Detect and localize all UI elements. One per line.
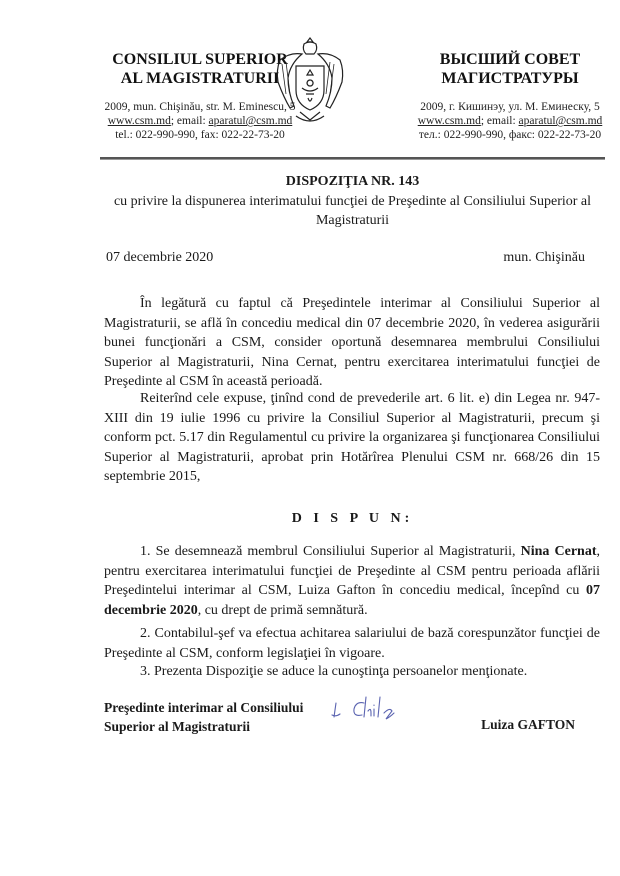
- institution-name-ru-line1: ВЫСШИЙ СОВЕТ: [439, 51, 581, 68]
- phone-fax-ru: тел.: 022-990-990, факс: 022-22-73-20: [418, 129, 602, 141]
- web-email-ru: [405, 114, 615, 128]
- list-item: [104, 542, 600, 620]
- header-divider: [100, 157, 605, 160]
- document-place: mun. Chişinău: [503, 250, 585, 265]
- list-item: [104, 624, 600, 663]
- document-title: DISPOZIŢIA NR. 143: [285, 174, 420, 189]
- list-item: [104, 662, 600, 682]
- website-link[interactable]: www.csm.md: [417, 115, 481, 127]
- signatory-name: Luiza GAFTON: [481, 717, 575, 732]
- paragraph-legal-basis: [104, 389, 600, 487]
- dispun-heading: D I S P U N:: [291, 511, 414, 526]
- item3-text: 3. Prezenta Dispoziţie se aduce la cunoştinţa persoanelor menţionate.: [140, 664, 528, 679]
- header-russian: [405, 50, 615, 142]
- institution-name-ro-line1: CONSILIUL SUPERIOR: [112, 51, 288, 68]
- document-subtitle: cu privire la dispunerea interimatului funcţiei de Preşedinte al Consiliului Superior al Magistraturii: [113, 194, 592, 228]
- paragraph-context-text: În legătură cu faptul că Preşedintele interimar al Consiliului Superior al Magistraturii, se află în concediu medical din 07 decembrie 2020, în vederea asigurării bunei funcţionări a CSM, consider oportună desemnarea membrului Consiliului Superior al Magistraturii, Nina Cernat, pentru exercitarea interimatului funcţiei de Preşedinte al CSM în această perioadă.: [104, 296, 600, 390]
- institution-name-ru-line2: МАГИСТРАТУРЫ: [441, 70, 579, 87]
- handwritten-signature-icon: [330, 693, 410, 727]
- phone-fax-ro: tel.: 022-990-990, fax: 022-22-73-20: [115, 129, 285, 141]
- email-label: ; email:: [170, 115, 209, 127]
- item2-text: 2. Contabilul-şef va efectua achitarea salariului de bază corespunzător funcţiei de Preşedinte al CSM, conform legislaţiei în vigoare.: [104, 626, 600, 661]
- paragraph-context: [104, 294, 600, 392]
- designated-member-name: Nina Cernat: [520, 544, 597, 559]
- email-link[interactable]: aparatul@csm.md: [518, 115, 603, 127]
- address-ru: 2009, г. Кишинэу, ул. М. Еминеску, 5: [420, 101, 600, 113]
- website-link[interactable]: www.csm.md: [107, 115, 171, 127]
- item1-text-b: , pentru exercitarea interimatului funcţiei de Preşedinte al CSM pentru perioada aflării Preşedintelui interimar al CSM, Luiza Gafton în concediu medical, începînd cu: [104, 544, 600, 599]
- contact-block-ru: [405, 100, 615, 142]
- email-link[interactable]: aparatul@csm.md: [208, 115, 293, 127]
- signatory-role-line1: Preşedinte interimar al Consiliului: [104, 700, 304, 715]
- paragraph-legal-basis-text: Reiterînd cele expuse, ţinînd cond de prevederile art. 6 lit. e) din Legea nr. 947-XIII din 19 iulie 1996 cu privire la Consiliul Superior al Magistraturii, precum şi conform pct. 5.17 din Regulamentul cu privire la organizarea şi funcţionarea Consiliului Superior al Magistraturii, aprobat prin Hotărîrea Plenului CSM nr. 668/26 din 15 septembrie 2015,: [104, 391, 600, 485]
- effective-date: 07 decembrie 2020: [104, 583, 600, 618]
- institution-name-ro-line2: AL MAGISTRATURII: [120, 70, 280, 87]
- email-label: ; email:: [480, 115, 519, 127]
- signatory-role: [104, 698, 303, 736]
- item1-text-c: , cu drept de primă semnătură.: [197, 602, 368, 618]
- document-date: 07 decembrie 2020: [106, 250, 214, 265]
- item1-text-a: 1. Se desemnează membrul Consiliului Superior al Magistraturii,: [140, 544, 521, 559]
- moldova-coat-of-arms-icon: [272, 32, 348, 128]
- address-ro: 2009, mun. Chişinău, str. M. Eminescu, 5: [104, 101, 296, 113]
- signatory-role-line2: Superior al Magistraturii: [104, 719, 250, 734]
